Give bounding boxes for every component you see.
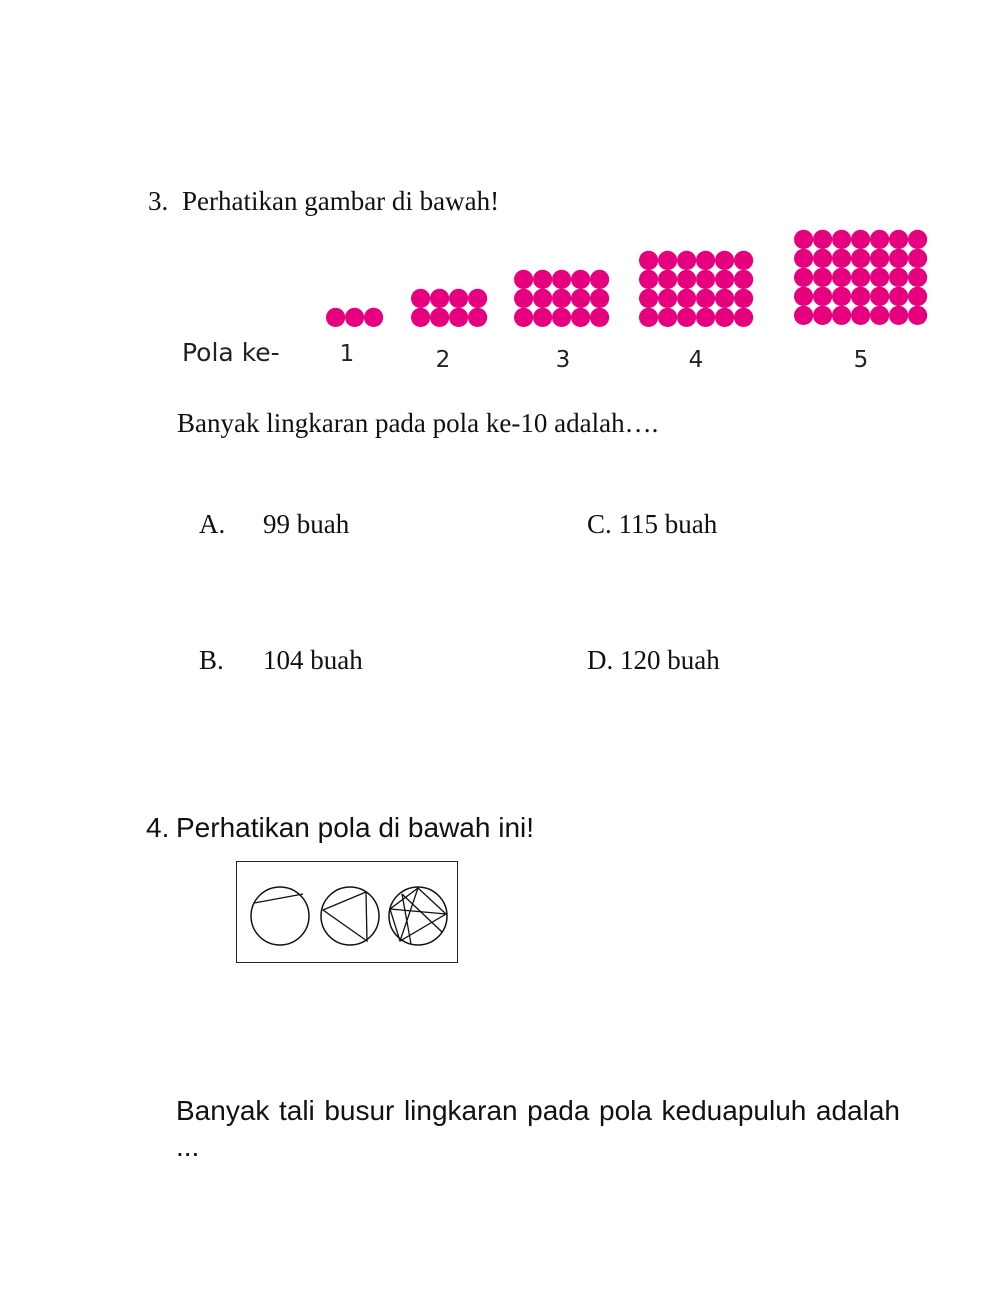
pink-dot <box>411 308 430 327</box>
pink-dot <box>552 270 571 289</box>
pink-dot <box>734 251 753 270</box>
pattern-number-3: 3 <box>555 347 571 373</box>
pink-dot <box>908 306 927 325</box>
option-b-text[interactable]: 104 buah <box>263 645 363 675</box>
pink-dot <box>326 308 345 327</box>
pink-dot <box>715 289 734 308</box>
circle-pattern-1 <box>251 887 309 945</box>
pink-dot <box>715 270 734 289</box>
pink-dot <box>696 308 715 327</box>
pink-dot <box>889 287 908 306</box>
pink-dot <box>832 249 851 268</box>
pink-dot <box>677 289 696 308</box>
pink-dot <box>870 268 889 287</box>
circle-pattern-3 <box>389 887 447 945</box>
pink-dot <box>734 308 753 327</box>
pink-dot <box>870 287 889 306</box>
pink-dot <box>571 289 590 308</box>
pink-dot <box>468 289 487 308</box>
pink-dot <box>715 308 734 327</box>
dot-pattern-3 <box>514 270 609 327</box>
pink-dot <box>908 287 927 306</box>
question-4-title: Perhatikan pola di bawah ini! <box>176 812 535 843</box>
pink-dot <box>552 289 571 308</box>
pink-dot <box>870 306 889 325</box>
pink-dot <box>430 289 449 308</box>
pink-dot <box>794 230 813 249</box>
pink-dot <box>411 289 430 308</box>
pink-dot <box>533 270 552 289</box>
option-d-text[interactable]: D. 120 buah <box>587 645 720 675</box>
pink-dot <box>658 251 677 270</box>
pink-dot <box>889 306 908 325</box>
pink-dot <box>908 249 927 268</box>
pink-dot <box>590 270 609 289</box>
pink-dot <box>832 268 851 287</box>
pink-dot <box>794 268 813 287</box>
pattern-number-2: 2 <box>435 347 451 373</box>
pink-dot <box>851 287 870 306</box>
dot-pattern-5 <box>794 230 927 325</box>
pink-dot <box>571 270 590 289</box>
pink-dot <box>364 308 383 327</box>
question-4-number: 4. <box>146 812 170 843</box>
dot-pattern-2 <box>411 289 487 327</box>
pink-dot <box>851 268 870 287</box>
pink-dot <box>696 289 715 308</box>
pink-dot <box>851 230 870 249</box>
pink-dot <box>734 289 753 308</box>
pink-dot <box>552 308 571 327</box>
pink-dot <box>813 268 832 287</box>
pink-dot <box>449 308 468 327</box>
pink-dot <box>813 230 832 249</box>
pink-dot <box>677 270 696 289</box>
pink-dot <box>590 308 609 327</box>
pink-dot <box>514 308 533 327</box>
pink-dot <box>851 306 870 325</box>
pink-dot <box>533 289 552 308</box>
pink-dot <box>889 268 908 287</box>
pattern-label: Pola ke- <box>182 338 280 367</box>
option-a-letter: A. <box>199 509 226 539</box>
circle-chord-figure <box>236 861 458 963</box>
pink-dot <box>813 249 832 268</box>
pattern-number-1: 1 <box>339 341 355 367</box>
pink-dot <box>677 308 696 327</box>
pink-dot <box>794 287 813 306</box>
option-b-letter: B. <box>199 645 224 675</box>
circle-chord-drawing <box>237 862 459 964</box>
pink-dot <box>889 249 908 268</box>
circle-pattern-2 <box>321 887 379 945</box>
pink-dot <box>639 308 658 327</box>
dot-pattern-figure <box>0 0 1000 340</box>
pink-dot <box>832 230 851 249</box>
pink-dot <box>468 308 487 327</box>
pink-dot <box>514 289 533 308</box>
pink-dot <box>658 270 677 289</box>
question-3-title: Perhatikan gambar di bawah! <box>182 186 500 216</box>
pink-dot <box>514 270 533 289</box>
pink-dot <box>813 306 832 325</box>
pink-dot <box>639 251 658 270</box>
pink-dot <box>696 270 715 289</box>
pink-dot <box>734 270 753 289</box>
pink-dot <box>677 251 696 270</box>
pink-dot <box>658 308 677 327</box>
question-3-text: Banyak lingkaran pada pola ke-10 adalah…. <box>177 408 659 438</box>
pink-dot <box>590 289 609 308</box>
pink-dot <box>832 306 851 325</box>
pink-dot <box>851 249 870 268</box>
pink-dot <box>813 287 832 306</box>
option-c-text[interactable]: C. 115 buah <box>587 509 718 539</box>
pink-dot <box>449 289 468 308</box>
option-a-text[interactable]: 99 buah <box>263 509 350 539</box>
pink-dot <box>430 308 449 327</box>
pink-dot <box>908 230 927 249</box>
pink-dot <box>533 308 552 327</box>
question-4-text: Banyak tali busur lingkaran pada pola keduapuluh adalah ... <box>176 1095 900 1162</box>
pink-dot <box>870 230 889 249</box>
pink-dot <box>832 287 851 306</box>
dot-pattern-1 <box>326 308 383 327</box>
pink-dot <box>870 249 889 268</box>
pink-dot <box>794 249 813 268</box>
pink-dot <box>658 289 677 308</box>
dot-pattern-4 <box>639 251 753 327</box>
question-3-number: 3. <box>148 186 169 216</box>
pink-dot <box>715 251 734 270</box>
pink-dot <box>639 289 658 308</box>
pink-dot <box>889 230 908 249</box>
pink-dot <box>696 251 715 270</box>
pink-dot <box>908 268 927 287</box>
pink-dot <box>571 308 590 327</box>
pattern-number-5: 5 <box>853 347 869 373</box>
pink-dot <box>794 306 813 325</box>
pattern-number-4: 4 <box>688 347 704 373</box>
pink-dot <box>639 270 658 289</box>
pink-dot <box>345 308 364 327</box>
